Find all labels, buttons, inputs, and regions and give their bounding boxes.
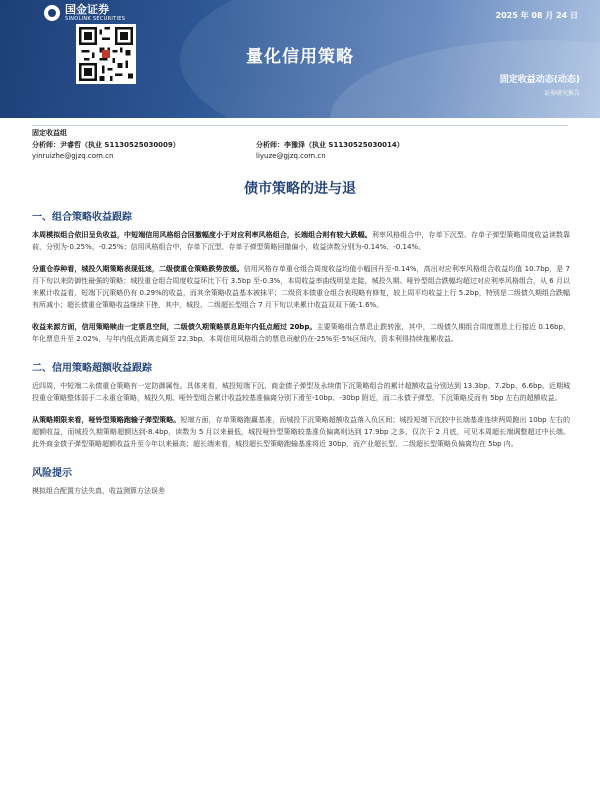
report-body	[32, 208, 570, 507]
paragraph-body: 信用风格存单重仓组合周度收益均值小幅回升至-0.14%，高出对应利率风格组合收益均值 10.7bp，是 7 月下旬以来防御性最强的策略；城投重仓组合周度收益环比下行 3.5bp 至-0.3%，本周收益率曲线明显走陡，城投久期、哑铃型组合跌幅均超过对应利率风格组合，从 6 月以来累计收益看，短端下沉策略仍有 0.29%的收益，而其余策略收益基本被抹平；二级资本债重仓组合表现略有修复，较上周平均收益上行 5.2bp，特别是二级债久期组合跌幅有所减小；超长债重仓策略收益继续下挫，其中，城投、二级超长型组合 7 月下旬以来累计收益双双下破-1.6%。	[32, 265, 570, 309]
paragraph	[32, 485, 570, 497]
paragraph	[32, 321, 570, 345]
header-banner	[0, 0, 600, 118]
paragraph	[32, 263, 570, 311]
paragraph-body: 主要策略组合票息止跌转涨，其中，二级债久期组合周度票息上行接近 0.16bp，年化票息升至 2.02%，与年内低点距离走阔至 22.3bp。本周信用风格组合的票息贡献仍在-25%至-5%区间内，资本利得持续拖累收益。	[32, 323, 570, 343]
section-heading: 一、组合策略收益跟踪	[32, 212, 132, 223]
section-heading: 二、信用策略超额收益跟踪	[32, 363, 152, 374]
section-heading: 风险提示	[32, 468, 72, 479]
paragraph-lead: 本周模拟组合依旧呈负收益，中短端信用风格组合回撤幅度小于对应利率风格组合，长端组合则有较大跌幅。	[32, 231, 372, 239]
team-name: 固定收益组	[32, 129, 67, 137]
report-series-title: 量化信用策略	[246, 47, 354, 67]
paragraph-lead: 从策略期限来看，哑铃型策略跑输子弹型策略。	[32, 416, 181, 424]
logo-name-cn: 国金证券	[65, 3, 109, 16]
report-type: 固定收益动态(动态)	[499, 75, 580, 85]
author-block	[32, 128, 466, 162]
analyst-1: 分析师：尹睿哲（执业 S1130525030009）	[32, 141, 180, 149]
paragraph-lead: 收益来源方面，信用策略赎由一定票息空间，二级债久期策略票息距年内低点超过 20bp。	[32, 323, 317, 331]
logo-icon	[44, 5, 60, 21]
logo-name-en: SINOLINK SECURITIES	[65, 16, 126, 22]
paragraph-body: 模拟组合配置方法失真，收益测算方法误差	[32, 487, 165, 495]
paragraph	[32, 414, 570, 450]
divider	[32, 125, 568, 126]
analyst-2: 分析师：李豫泽（执业 S1130525030014）	[256, 141, 404, 149]
paragraph	[32, 380, 570, 404]
paragraph-lead: 分重仓券种看，城投久期策略表现低迷，二级债重仓策略跌势放缓。	[32, 265, 244, 273]
document-title: 债市策略的进与退	[244, 181, 356, 197]
paragraph	[32, 229, 570, 253]
report-kind: 证券研究报告	[543, 90, 580, 97]
paragraph-body: 利率风格组合中，存单下沉型、存单子弹型策略周度收益读数靠前，分别为-0.25%、-0.25%；信用风格组合中，存单下沉型、存单子弹型策略回撤偏小，收益读数分别为-0.14%、-0.14%。	[32, 231, 571, 251]
report-date: 2025 年 08 月 24 日	[495, 11, 578, 20]
company-logo	[44, 4, 125, 22]
paragraph-body: 近四周，中短端二永债重仓策略有一定防御属性。具体来看，城投短端下沉、商金债子弹型及永续债下沉策略组合的累计超额收益分别达到 13.3bp、7.2bp、6.6bp。近期城投重仓策略整体弱于二永重仓策略，城投久期、哑铃型组合累计收益较基准偏离分别下滑至-10bp、-30bp 附近，而二永债子弹型、下沉策略反而有 5bp 左右的超额收益。	[32, 382, 570, 402]
paragraph-body: 短端方面，存单策略跑赢基准，而城投下沉策略超额收益落入负区间；城投短端下沉较中长端基准连续两周跑出 10bp 左右的超额收益，而城投久期策略超额达到-8.4bp，读数为 5 月以来最低，城投哑铃型策略较基准负偏离则达到 17.9bp 之多，仅次于 2 月底，可见本周超长端调整超过中长端。此外商金债子弹型策略超额收益升至今年以来最高；超长端来看，城投超长型策略跑输基准将近 30bp，而产业超长型、二级超长型策略负偏离均在 5bp 内。	[32, 416, 571, 448]
analyst-1-email[interactable]: yinruizhe@gjzq.com.cn	[32, 152, 114, 160]
analyst-2-email[interactable]: liyuze@gjzq.com.cn	[256, 152, 326, 160]
